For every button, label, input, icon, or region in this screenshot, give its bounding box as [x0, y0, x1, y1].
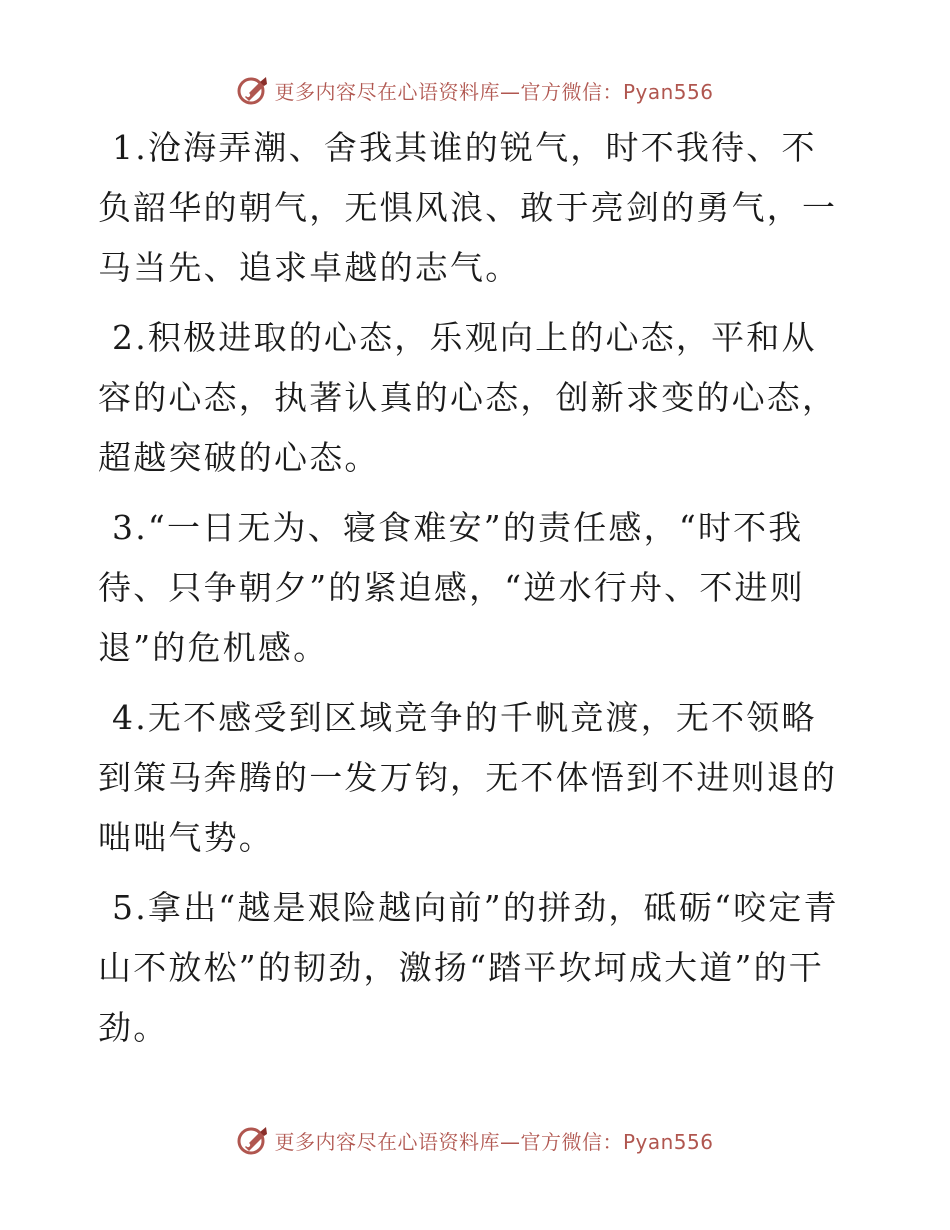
header-banner-text: 更多内容尽在心语资料库—官方微信：Pyan556	[274, 79, 714, 104]
list-item-1	[98, 118, 850, 298]
pen-nib-logo-icon	[236, 1123, 270, 1157]
footer-banner	[0, 1120, 950, 1160]
item-text: 沧海弄潮、舍我其谁的锐气，时不我待、不负韶华的朝气，无惧风浪、敢于亮剑的勇气，一马当先、追求卓越的志气。	[98, 128, 838, 287]
item-number: 4.	[112, 698, 148, 737]
document-body	[98, 118, 850, 1068]
item-text: 积极进取的心态，乐观向上的心态，平和从容的心态，执著认真的心态，创新求变的心态，超越突破的心态。	[98, 318, 838, 477]
header-banner	[0, 70, 950, 110]
item-number: 3.	[112, 508, 148, 547]
list-item-2	[98, 308, 850, 488]
item-number: 2.	[112, 318, 148, 357]
footer-banner-text: 更多内容尽在心语资料库—官方微信：Pyan556	[274, 1129, 714, 1154]
item-text: 拿出“越是艰险越向前”的拼劲，砥砺“咬定青山不放松”的韧劲，激扬“踏平坎坷成大道”的干劲。	[98, 888, 839, 1047]
list-item-3	[98, 498, 850, 678]
list-item-4	[98, 688, 850, 868]
item-text: “一日无为、寝食难安”的责任感，“时不我待、只争朝夕”的紧迫感，“逆水行舟、不进则退”的危机感。	[98, 508, 805, 667]
item-number: 1.	[112, 128, 148, 167]
list-item-5	[98, 878, 850, 1058]
item-text: 无不感受到区域竞争的千帆竞渡，无不领略到策马奔腾的一发万钧，无不体悟到不进则退的咄咄气势。	[98, 698, 838, 857]
pen-nib-logo-icon	[236, 73, 270, 107]
item-number: 5.	[112, 888, 148, 927]
